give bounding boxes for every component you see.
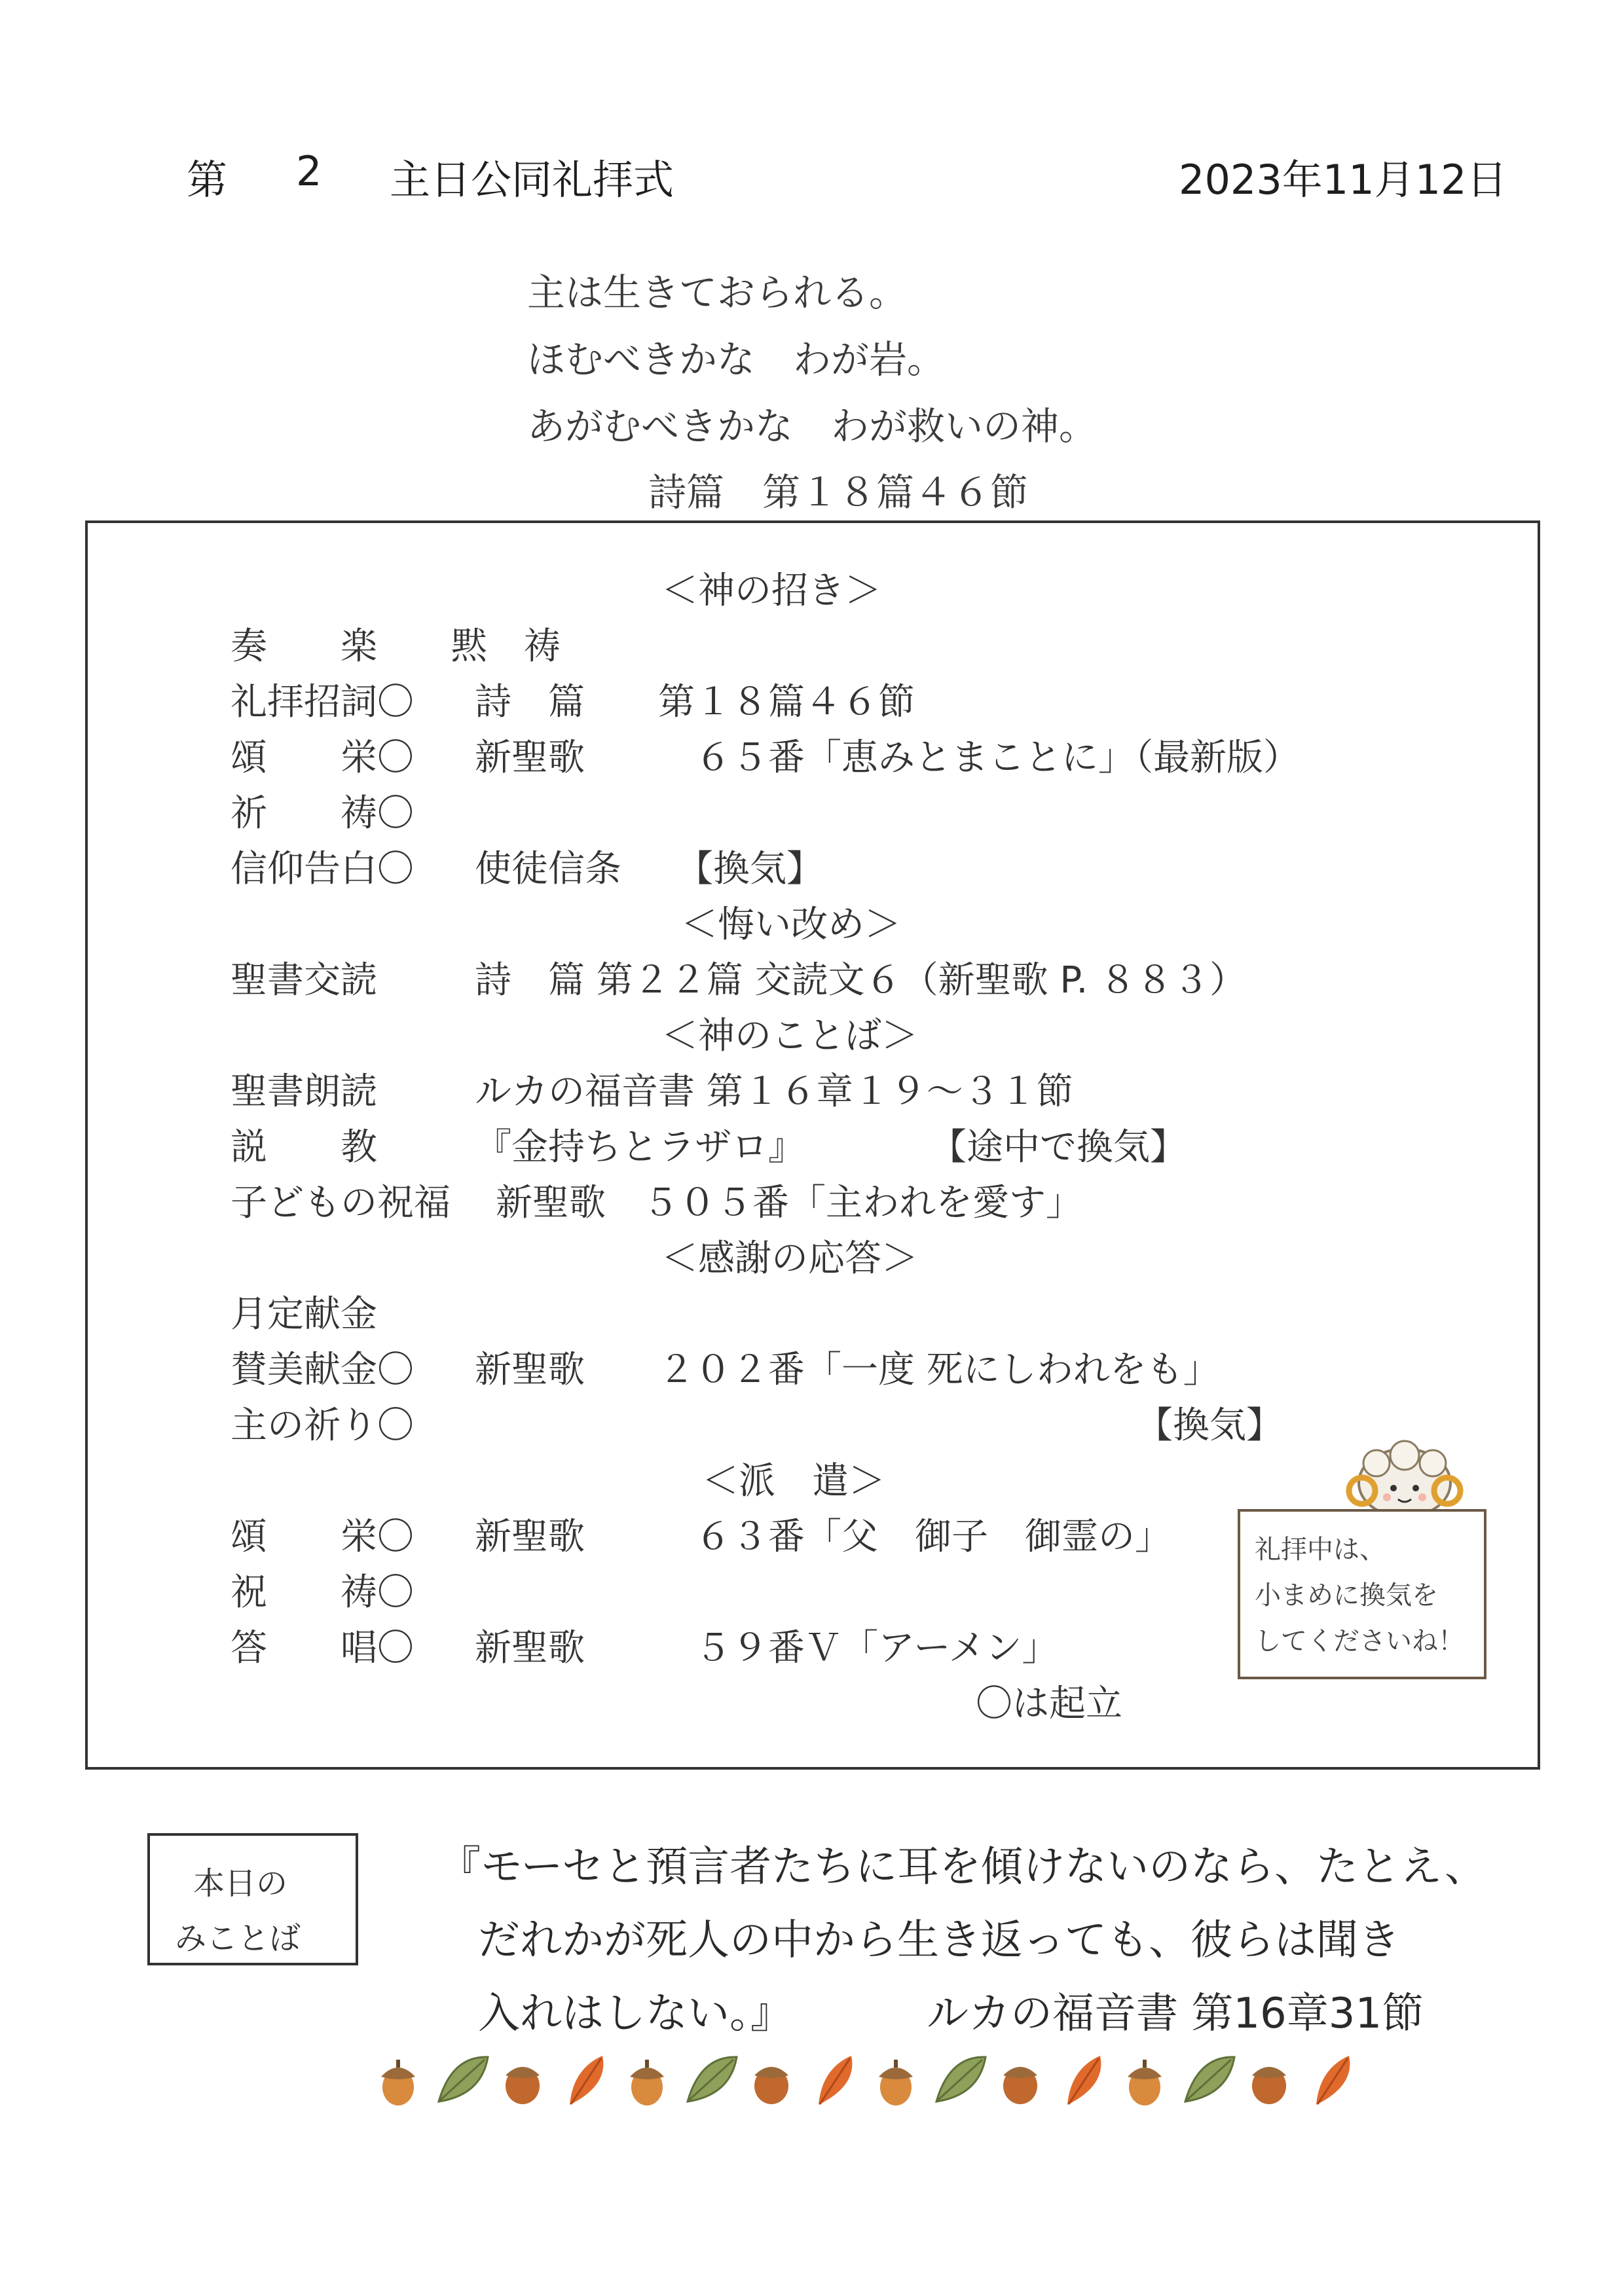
page-title: 主日公同礼拝式 — [390, 156, 674, 204]
leaf-icon — [819, 2056, 852, 2105]
item-sermon-label: 説 教 — [231, 1126, 377, 1169]
item-children-value: 新聖歌 ５０５番「主われを愛す」 — [496, 1182, 1082, 1224]
callout-line: 礼拝中は、 — [1255, 1535, 1386, 1565]
callout-line: してくださいね！ — [1255, 1626, 1464, 1656]
item-praise1-value: 新聖歌 ６５番「恵みとまことに」（最新版） — [475, 737, 1300, 779]
verse-reference: 詩篇 第１８篇４６節 — [648, 470, 1029, 515]
todays-word-label: 本日の — [193, 1865, 288, 1902]
section-repentance: ＜悔い改め＞ — [681, 903, 901, 946]
sheep-icon — [1342, 1437, 1467, 1519]
item-reading-value: 詩 篇 第２２篇 交読文６（新聖歌 P. ８８３） — [475, 959, 1247, 1002]
item-offering-value: 新聖歌 ２０２番「一度 死にしわれをも」 — [475, 1349, 1220, 1391]
todays-word-label-box — [147, 1833, 358, 1965]
section-call: ＜神の招き＞ — [661, 570, 881, 612]
item-praise2-value: 新聖歌 ６３番「父 御子 御霊の」 — [475, 1516, 1172, 1558]
item-prayer-label: 祈 祷〇 — [231, 792, 414, 835]
section-sending: ＜派 遣＞ — [702, 1460, 885, 1503]
quote-line: だれかが死人の中から生き返っても、彼らは聞き — [478, 1916, 1400, 1965]
item-scripture-value: ルカの福音書 第１６章１９～３１節 — [475, 1070, 1073, 1113]
acorn-icon — [506, 2067, 540, 2104]
header-dai: 第 — [187, 156, 228, 204]
quote-reference: ルカの福音書 第16章31節 — [927, 1990, 1424, 2038]
item-offering-label: 賛美献金〇 — [231, 1349, 414, 1391]
leaf-icon — [936, 2057, 986, 2102]
item-prelude: 奏 楽 黙 祷 — [231, 625, 561, 668]
section-word: ＜神のことば＞ — [661, 1015, 918, 1057]
item-scripture-label: 聖書朗読 — [231, 1070, 377, 1113]
acorn-icon — [630, 2060, 664, 2105]
leaf-icon — [1316, 2056, 1350, 2105]
item-sermon-title: 『金持ちとラザロ』 — [475, 1126, 805, 1169]
item-children-label: 子どもの祝福 — [231, 1182, 451, 1224]
leaf-icon — [570, 2056, 603, 2105]
service-number: 2 — [296, 147, 322, 195]
leaf-icon — [1067, 2056, 1101, 2105]
todays-word-label: みことば — [175, 1920, 301, 1957]
acorn-icon — [754, 2067, 788, 2104]
item-lords-prayer-note: 【換気】 — [1136, 1404, 1283, 1447]
item-reading-label: 聖書交読 — [231, 959, 377, 1002]
item-call-label: 礼拝招詞〇 — [231, 681, 414, 723]
section-response: ＜感謝の応答＞ — [661, 1237, 918, 1280]
service-date: 2023年11月12日 — [1179, 156, 1507, 204]
autumn-border — [373, 2049, 1382, 2115]
verse-line: 主は生きておられる。 — [527, 270, 908, 315]
leaf-icon — [688, 2057, 737, 2102]
item-praise1-label: 頌 栄〇 — [231, 737, 414, 779]
acorn-icon — [1128, 2060, 1162, 2105]
leaf-icon — [439, 2057, 488, 2102]
acorn-icon — [879, 2060, 913, 2105]
item-creed-label: 信仰告白〇 — [231, 848, 414, 890]
item-creed-value: 使徒信条 【換気】 — [475, 848, 823, 890]
quote-line: 入れはしない。』 — [478, 1990, 792, 2038]
item-sermon-note: 【途中で換気】 — [930, 1126, 1187, 1169]
acorn-icon — [1252, 2067, 1286, 2104]
ventilation-callout — [1238, 1509, 1486, 1679]
verse-line: あがむべきかな わが救いの神。 — [527, 404, 1098, 448]
item-amen-label: 答 唱〇 — [231, 1627, 414, 1669]
standing-legend: 〇は起立 — [976, 1683, 1122, 1725]
verse-line: ほむべきかな わが岩。 — [527, 337, 946, 382]
item-call-value: 詩 篇 第１８篇４６節 — [475, 681, 915, 723]
callout-line: 小まめに換気を — [1255, 1580, 1438, 1611]
acorn-icon — [381, 2060, 415, 2105]
item-amen-value: 新聖歌 ５９番Ｖ「アーメン」 — [475, 1627, 1059, 1669]
leaf-icon — [1185, 2057, 1234, 2102]
item-monthly-label: 月定献金 — [231, 1293, 377, 1336]
quote-line: 『モーセと預言者たちに耳を傾けないのなら、たとえ、 — [439, 1843, 1486, 1891]
acorn-icon — [1003, 2067, 1037, 2104]
item-benediction-label: 祝 祷〇 — [231, 1571, 414, 1614]
item-praise2-label: 頌 栄〇 — [231, 1516, 414, 1558]
item-lords-prayer-label: 主の祈り〇 — [231, 1404, 414, 1447]
